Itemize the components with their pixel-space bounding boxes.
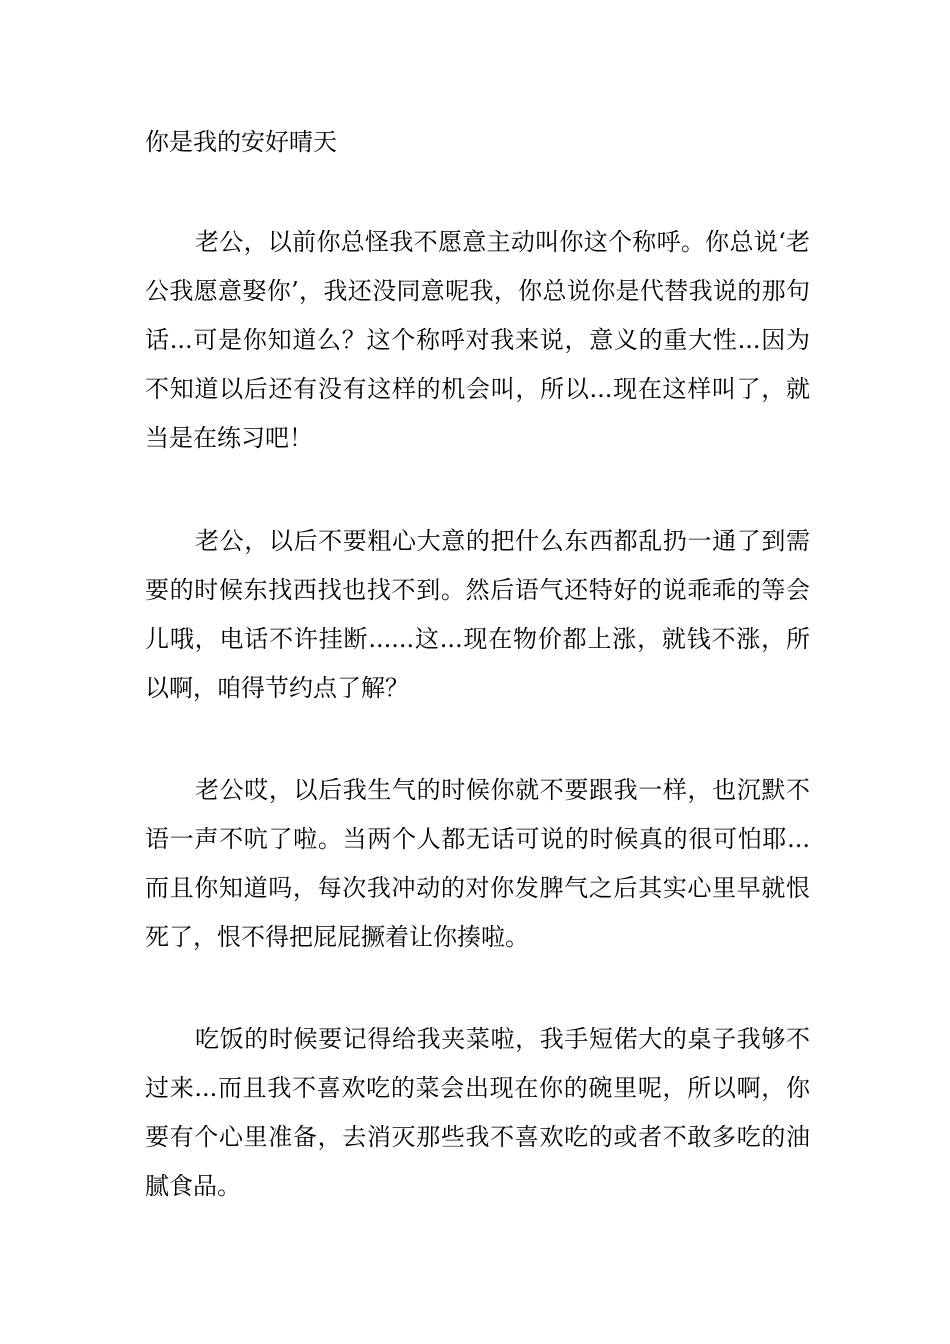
paragraph-1: 老公，以前你总怪我不愿意主动叫你这个称呼。你总说‘老公我愿意娶你’，我还没同意呢我，你总说你是代替我说的那句话...可是你知道么？这个称呼对我来说，意义的重大性...因为不知道以后还有没有这样的机会叫，所以...现在这样叫了，就当是在练习吧！	[145, 228, 810, 452]
document-title: 你是我的安好晴天	[145, 128, 337, 156]
paragraph-2: 老公，以后不要粗心大意的把什么东西都乱扔一通了到需要的时候东找西找也找不到。然后语气还特好的说乖乖的等会儿哦，电话不许挂断......这...现在物价都上涨，就钱不涨，所以啊，咱得节约点了解？	[145, 527, 810, 702]
paragraph-3: 老公哎，以后我生气的时候你就不要跟我一样，也沉默不语一声不吭了啦。当两个人都无话可说的时候真的很可怕耶...而且你知道吗，每次我冲动的对你发脾气之后其实心里早就恨死了，恨不得把屁屁撅着让你揍啦。	[145, 776, 810, 951]
paragraph-4: 吃饭的时候要记得给我夹菜啦，我手短偌大的桌子我够不过来...而且我不喜欢吃的菜会出现在你的碗里呢，所以啊，你要有个心里准备，去消灭那些我不喜欢吃的或者不敢多吃的油腻食品。	[145, 1025, 810, 1200]
